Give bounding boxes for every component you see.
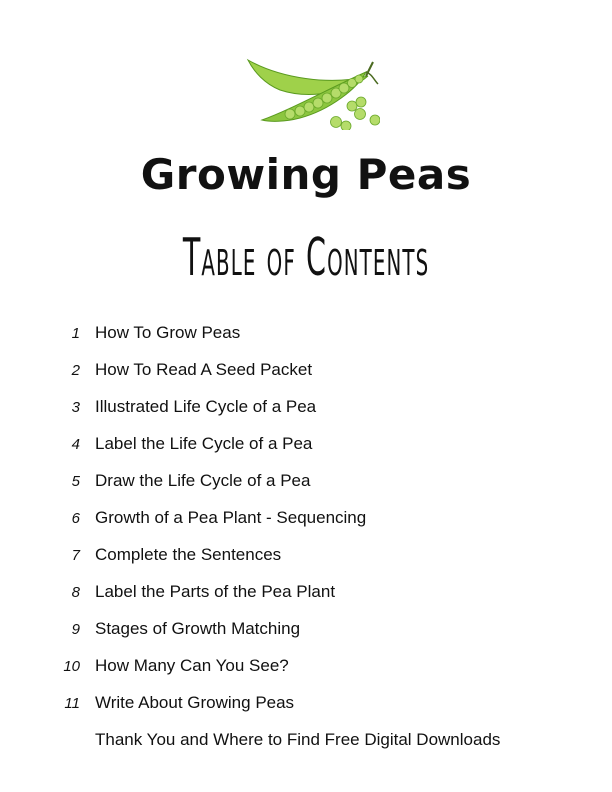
toc-page-number: 11	[64, 695, 80, 712]
toc-page-number: 5	[71, 473, 80, 490]
table-of-contents-heading: Table of Contents	[182, 228, 430, 288]
toc-entry-label: Illustrated Life Cycle of a Pea	[95, 397, 317, 416]
toc-entry-label: Stages of Growth Matching	[95, 619, 301, 638]
toc-page-number: 1	[71, 325, 80, 342]
toc-page-number: 8	[71, 584, 80, 601]
page-title: Growing Peas	[140, 150, 472, 199]
toc-page-number: 6	[71, 510, 80, 527]
toc-entry-label: Growth of a Pea Plant - Sequencing	[95, 508, 367, 527]
toc-entry-label: How To Grow Peas	[95, 323, 241, 342]
toc-entry-label: Thank You and Where to Find Free Digital Downloads	[95, 730, 501, 749]
toc-page-number: 4	[71, 436, 80, 453]
toc-page-number: 3	[71, 399, 80, 416]
toc-entry-label: Label the Life Cycle of a Pea	[95, 434, 313, 453]
toc-entry-label: How To Read A Seed Packet	[95, 360, 313, 379]
subtitle-wrap	[0, 228, 612, 288]
toc-entry-label: Label the Parts of the Pea Plant	[95, 582, 336, 601]
toc-entry-label: Complete the Sentences	[95, 545, 282, 564]
toc-page-number: 10	[63, 658, 80, 675]
toc-entry-label: How Many Can You See?	[95, 656, 289, 675]
pea-pod-illustration	[240, 48, 380, 130]
toc-page-number: 7	[71, 547, 80, 564]
toc-entry-label: Write About Growing Peas	[95, 693, 295, 712]
toc-entry-label: Draw the Life Cycle of a Pea	[95, 471, 311, 490]
toc-page-number: 9	[71, 621, 80, 638]
toc-page-number: 2	[71, 362, 80, 379]
